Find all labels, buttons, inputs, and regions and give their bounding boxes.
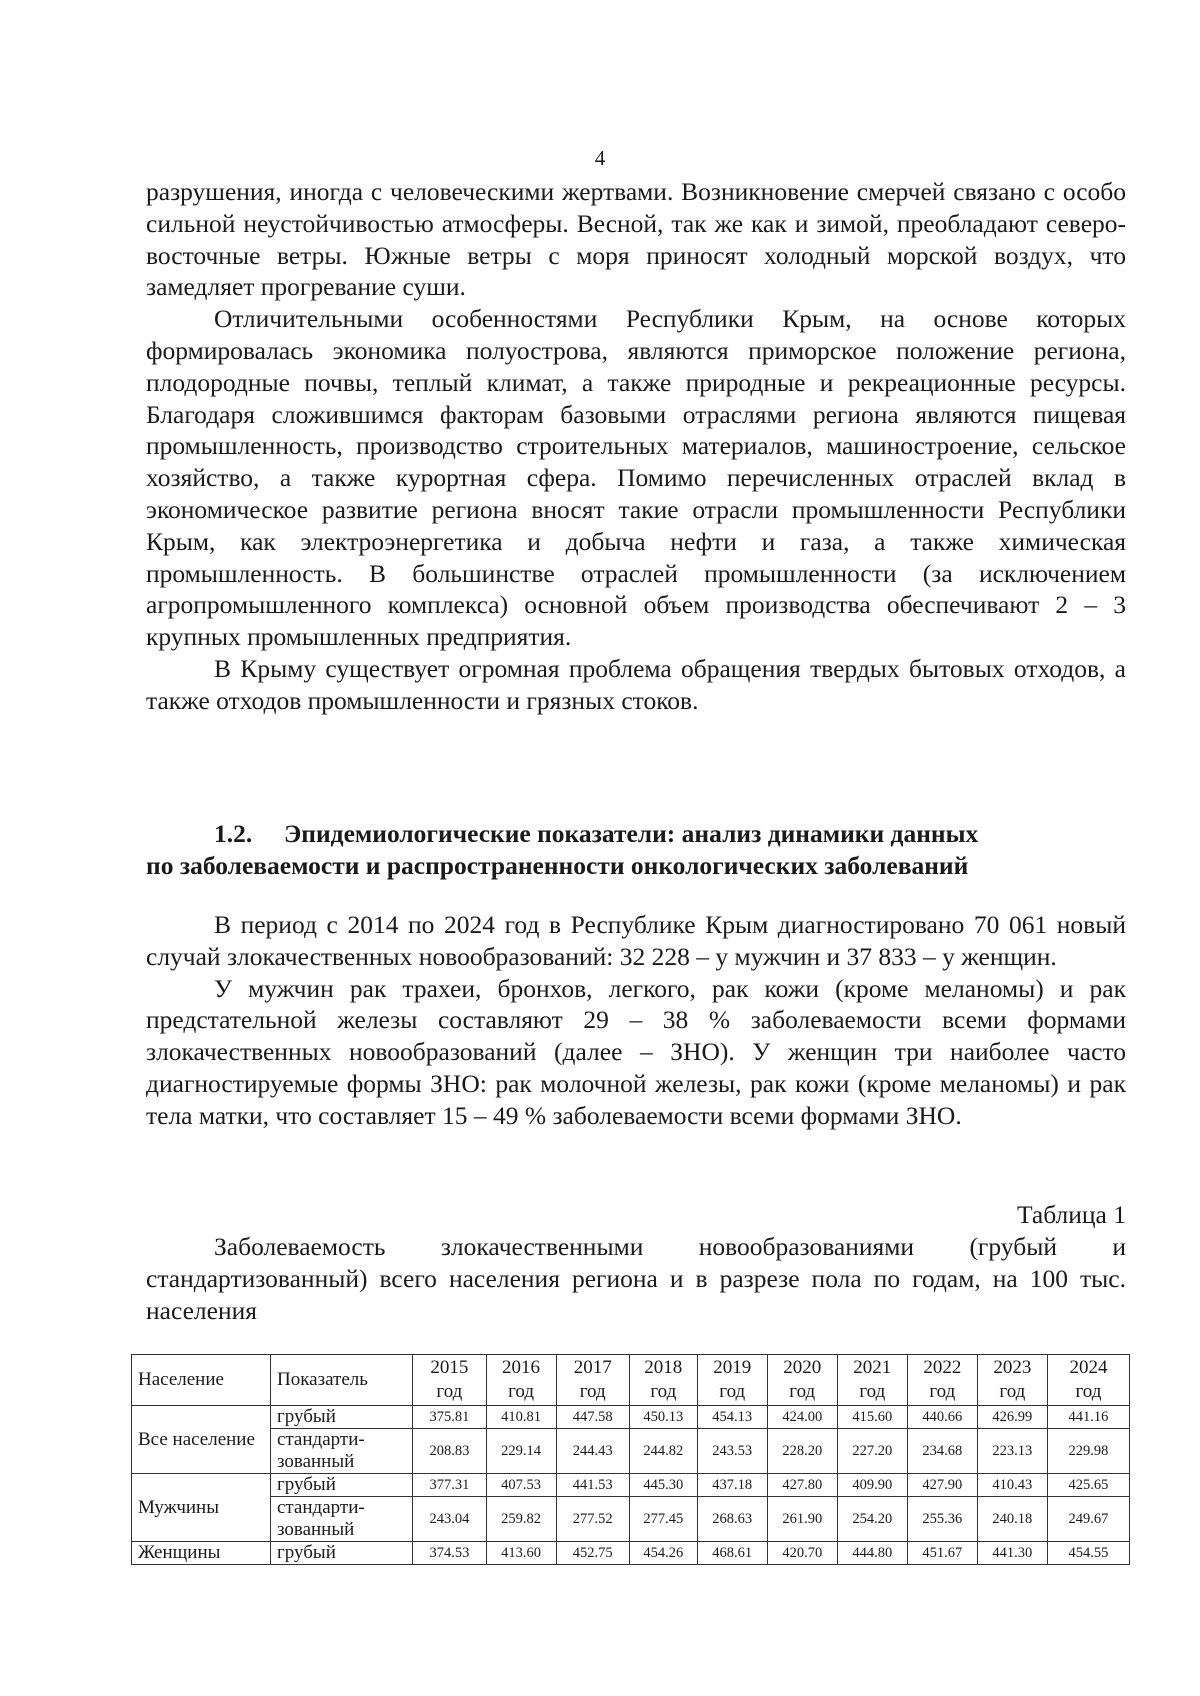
value-cell: 254.20 [837, 1497, 907, 1542]
value-cell: 277.52 [556, 1497, 629, 1542]
value-cell: 277.45 [629, 1497, 697, 1542]
value-cell: 208.83 [413, 1429, 486, 1474]
value-cell: 227.20 [837, 1429, 907, 1474]
header-year: 2019 год [697, 1355, 767, 1406]
value-cell: 243.53 [697, 1429, 767, 1474]
table-label: Таблица 1 [1016, 1200, 1126, 1229]
table-caption [146, 1231, 1126, 1326]
value-cell: 409.90 [837, 1474, 907, 1497]
population-cell: Мужчины [132, 1474, 271, 1542]
value-cell: 243.04 [413, 1497, 486, 1542]
paragraph-economy: Отличительными особенностями Республики Крым, на основе которых формировалась экономика полуострова, являются приморское положение региона, плодородные почвы, теплый климат, а также природные и рекреационные ресурсы. Благодаря сложившимся факторам базовыми отраслями региона являются пищевая промышленность, производство строительных материалов, машиностроение, сельское хозяйство, а также курортная сфера. Помимо перечисленных отраслей вклад в экономическое развитие региона вносят такие отрасли промышленности Республики Крым, как электроэнергетика и добыча нефти и газа, а также химическая промышленность. В большинстве отраслей промышленности (за исключением агропромышленного комплекса) основной объем производства обеспечивают 2 – 3 крупных промышленных предприятия. [146, 304, 1126, 652]
header-year: 2017 год [556, 1355, 629, 1406]
table-row [132, 1542, 1130, 1565]
value-cell: 410.81 [486, 1406, 556, 1429]
value-cell: 425.65 [1047, 1474, 1129, 1497]
value-cell: 468.61 [697, 1542, 767, 1565]
value-cell: 424.00 [767, 1406, 837, 1429]
population-cell: Все население [132, 1406, 271, 1474]
value-cell: 454.55 [1047, 1542, 1129, 1565]
value-cell: 437.18 [697, 1474, 767, 1497]
value-cell: 374.53 [413, 1542, 486, 1565]
value-cell: 450.13 [629, 1406, 697, 1429]
value-cell: 249.67 [1047, 1497, 1129, 1542]
value-cell: 259.82 [486, 1497, 556, 1542]
value-cell: 261.90 [767, 1497, 837, 1542]
indicator-cell: стандарти-зованный [270, 1497, 412, 1542]
value-cell: 377.31 [413, 1474, 486, 1497]
value-cell: 451.67 [907, 1542, 977, 1565]
paragraph-tornadoes-winds: разрушения, иногда с человеческими жертвами. Возникновение смерчей связано с особо сильной неустойчивостью атмосферы. Весной, так же как и зимой, преобладают северо-восточные ветры. Южные ветры с моря приносят холодный морской воздух, что замедляет прогревание суши. [146, 177, 1126, 302]
value-cell: 454.26 [629, 1542, 697, 1565]
table-caption-text: Заболеваемость злокачественными новообразованиями (грубый и стандартизованный) всего населения региона и в разрезе пола по годам, на 100 тыс. населения [146, 1232, 1126, 1325]
value-cell: 228.20 [767, 1429, 837, 1474]
header-year: 2018 год [629, 1355, 697, 1406]
body-text-section [146, 909, 1126, 1132]
body-text-top [146, 176, 1126, 717]
table-row [132, 1406, 1130, 1429]
value-cell: 223.13 [977, 1429, 1047, 1474]
value-cell: 420.70 [767, 1542, 837, 1565]
value-cell: 240.18 [977, 1497, 1047, 1542]
value-cell: 444.80 [837, 1542, 907, 1565]
section-title-line-1: Эпидемиологические показатели: анализ динамики данных [284, 819, 979, 848]
header-year: 2015 год [413, 1355, 486, 1406]
value-cell: 440.66 [907, 1406, 977, 1429]
paragraph-common-forms: У мужчин рак трахеи, бронхов, легкого, рак кожи (кроме меланомы) и рак предстательной железы составляют 29 – 38 % заболеваемости всеми формами злокачественных новообразований (далее – ЗНО). У женщин три наиболее часто диагностируемые формы ЗНО: рак молочной железы, рак кожи (кроме меланомы) и рак тела матки, что составляет 15 – 49 % заболеваемости всеми формами ЗНО. [146, 973, 1126, 1130]
value-cell: 426.99 [977, 1406, 1047, 1429]
indicator-cell: стандарти-зованный [270, 1429, 412, 1474]
value-cell: 427.80 [767, 1474, 837, 1497]
value-cell: 427.90 [907, 1474, 977, 1497]
value-cell: 441.16 [1047, 1406, 1129, 1429]
value-cell: 452.75 [556, 1542, 629, 1565]
value-cell: 441.53 [556, 1474, 629, 1497]
table-row [132, 1497, 1130, 1542]
value-cell: 441.30 [977, 1542, 1047, 1565]
value-cell: 229.98 [1047, 1429, 1129, 1474]
value-cell: 447.58 [556, 1406, 629, 1429]
header-population: Население [132, 1355, 271, 1406]
indicator-cell: грубый [270, 1542, 412, 1565]
value-cell: 244.82 [629, 1429, 697, 1474]
indicator-cell: грубый [270, 1406, 412, 1429]
table-header-row [132, 1355, 1130, 1406]
population-cell: Женщины [132, 1542, 271, 1565]
paragraph-waste: В Крыму существует огромная проблема обращения твердых бытовых отходов, а также отходов промышленности и грязных стоков. [146, 653, 1126, 715]
table-row [132, 1474, 1130, 1497]
section-number: 1.2. [214, 819, 253, 848]
header-year: 2020 год [767, 1355, 837, 1406]
value-cell: 415.60 [837, 1406, 907, 1429]
value-cell: 375.81 [413, 1406, 486, 1429]
table-row [132, 1429, 1130, 1474]
value-cell: 410.43 [977, 1474, 1047, 1497]
value-cell: 234.68 [907, 1429, 977, 1474]
header-year: 2022 год [907, 1355, 977, 1406]
value-cell: 244.43 [556, 1429, 629, 1474]
header-indicator: Показатель [270, 1355, 412, 1406]
section-heading [146, 818, 1126, 882]
value-cell: 255.36 [907, 1497, 977, 1542]
page-number: 4 [594, 146, 606, 170]
value-cell: 454.13 [697, 1406, 767, 1429]
section-title-line-2: по заболеваемости и распространенности онкологических заболеваний [146, 850, 969, 880]
indicator-cell: грубый [270, 1474, 412, 1497]
value-cell: 445.30 [629, 1474, 697, 1497]
value-cell: 268.63 [697, 1497, 767, 1542]
value-cell: 407.53 [486, 1474, 556, 1497]
header-year: 2023 год [977, 1355, 1047, 1406]
value-cell: 229.14 [486, 1429, 556, 1474]
paragraph-cases-total: В период с 2014 по 2024 год в Республике Крым диагностировано 70 061 новый случай злокачественных новообразований: 32 228 – у мужчин и 37 833 – у женщин. [146, 910, 1126, 971]
header-year: 2024 год [1047, 1355, 1129, 1406]
header-year: 2016 год [486, 1355, 556, 1406]
incidence-table [131, 1354, 1130, 1565]
value-cell: 413.60 [486, 1542, 556, 1565]
header-year: 2021 год [837, 1355, 907, 1406]
